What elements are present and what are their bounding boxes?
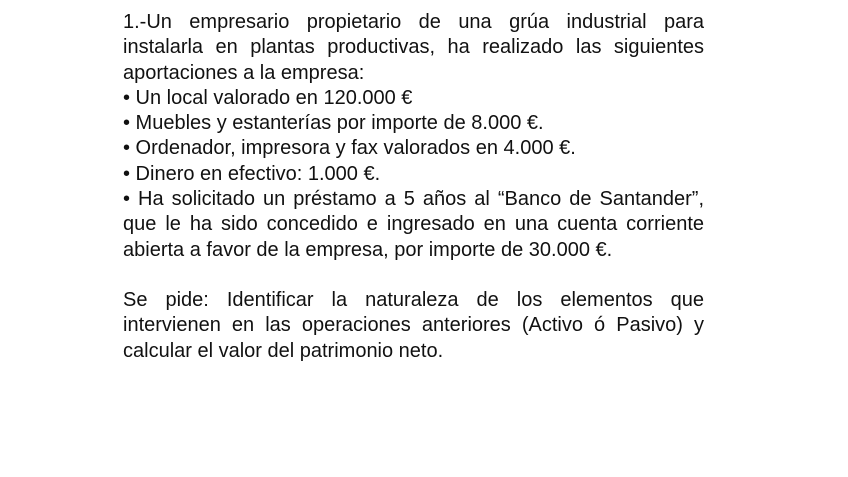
list-item-prestamo: • Ha solicitado un préstamo a 5 años al “Banco de Santander”, que le ha sido concedido e ingresado en una cuenta corriente abierta a favor de la empresa, por importe de 30.000 €. — [123, 188, 704, 261]
exercise-intro: 1.-Un empresario propietario de una grúa industrial para instalarla en plantas productivas, ha realizado las siguientes aportaciones a la empresa: — [123, 11, 704, 84]
list-item-dinero: • Dinero en efectivo: 1.000 €. — [123, 162, 381, 185]
document-page — [123, 10, 704, 364]
list-item-ordenador: • Ordenador, impresora y fax valorados en 4.000 €. — [123, 137, 576, 160]
exercise-task: Se pide: Identificar la naturaleza de los elementos que intervienen en las operaciones anteriores (Activo ó Pasivo) y calcular el valor del patrimonio neto. — [123, 288, 704, 362]
list-item-muebles: • Muebles y estanterías por importe de 8.000 €. — [123, 112, 544, 135]
paragraph-spacer — [123, 263, 704, 288]
list-item-local: • Un local valorado en 120.000 € — [123, 86, 413, 109]
